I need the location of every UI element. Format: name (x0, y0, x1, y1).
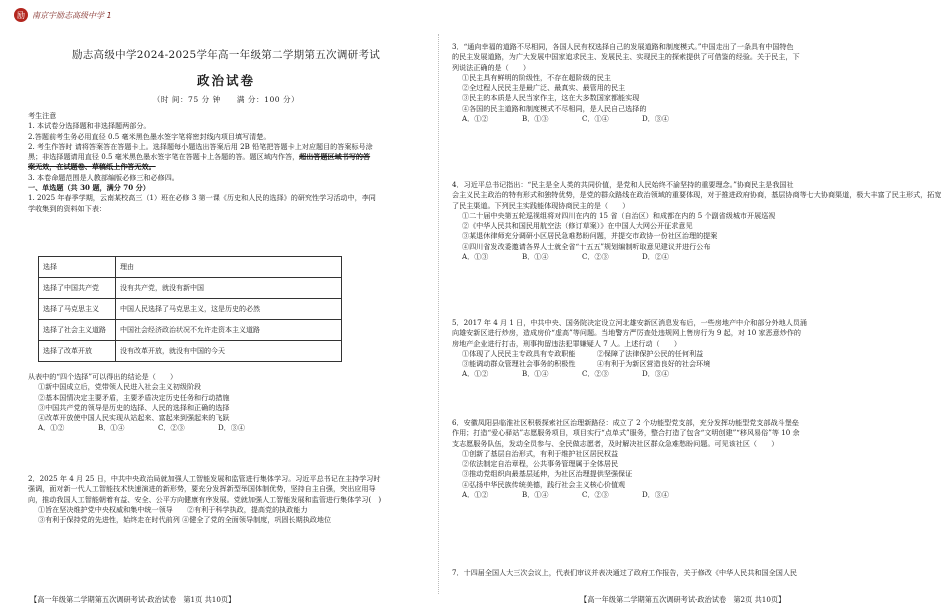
question-stem: 4．习近平总书记指出：“民主是全人类的共同价值，是党和人民始终不渝坚持的重要理念。”协商民主是我国社 (452, 180, 794, 189)
table-row (39, 299, 342, 320)
note-item: 2.答题前考生务必用直径 0.5 毫米黑色墨水签字笔将密封线内项目填写清楚。 (28, 131, 271, 141)
choice-b: B．①④ (98, 423, 125, 433)
q5-body (452, 318, 848, 380)
table-header: 理由 (116, 257, 342, 278)
question-stem: 5．2017 年 4 月 1 日，中共中央、国务院决定设立河北雄安新区消息发布后，一些房地产中介和部分外地人员涌 (452, 318, 807, 327)
table-row (39, 320, 342, 341)
choice-c: C．②③ (582, 251, 609, 261)
question-option: ①民主具有鲜明的阶级性，不存在超阶级的民主 (462, 72, 611, 82)
question-option: ④弘扬中华民族传统美德，践行社会主义核心价值观 (462, 479, 626, 489)
table-cell: 选择了改革开放 (39, 341, 116, 362)
right-page (452, 0, 941, 615)
notes-heading: 考生注意 (28, 111, 57, 120)
choice-a: A．①③ (462, 251, 489, 261)
question-stem: 向雄安新区进行炒房，造成房价“虚高”等问题。当地警方严厉查处违规网上售房行为 9 起，对 10 家恶意炒作的 (452, 328, 802, 338)
left-page (28, 0, 424, 615)
choice-d: D．③④ (218, 423, 245, 433)
table-cell: 选择了中国共产党 (39, 278, 116, 299)
q3-body (452, 42, 848, 124)
question-option: ④各国的民主道路和制度模式不尽相同，是人民自己选择的 (462, 103, 647, 113)
choice-b: B．①④ (522, 369, 549, 379)
q2-body (28, 474, 424, 525)
q1-table (38, 256, 342, 362)
exam-meta: （时 间：75 分 钟 满 分：100 分） (152, 95, 300, 104)
section-heading: 一、单选题（共 30 题，满分 70 分） (28, 182, 150, 192)
answer-choices (452, 252, 848, 262)
question-stem: 会主义民主政治的特有形式和独特优势，是党的群众路线在政治领域的重要体现，对于推进政府协商，基层协商等七大协商渠道，极大丰富了民主形式，拓宽 (452, 190, 941, 200)
question-stem: 房地产企业进行打击，刑事拘留违法犯罪嫌疑人 7 人。上述行动（ ） (452, 338, 681, 348)
question-option: ①创新了基层自治形式，有利于维护社区居民权益 (462, 448, 619, 458)
table-cell: 没有共产党，就没有新中国 (116, 278, 342, 299)
question-stem: 了民主渠道。下列民主实践能体现协商民主的是（ ） (452, 200, 630, 210)
table-row (39, 341, 342, 362)
question-option: ③有利于保持党的先进性，始终走在时代前列 ④健全了党的全面领导制度，巩固长期执政地位 (38, 515, 332, 525)
question-stem: 作用；打造“爱心驿站”志愿服务项目，项目实行“点单式”服务，整合打造了包含“文明创建”“移风易俗”等 10 余 (452, 428, 800, 438)
question-stem: 1. 2025 年春季学期，云南某校高三（1）班在必修 3 第一课《历史和人民的选择》的研究性学习活动中，李同 (28, 193, 376, 203)
choice-a: A．①② (38, 423, 65, 433)
question-option: ②全过程人民民主是最广泛、最真实、最管用的民主 (462, 83, 626, 93)
note-item (28, 162, 424, 172)
question-option: ①新中国成立后，党带领人民进入社会主义初级阶段 (38, 382, 202, 392)
question-stem: 7．十四届全国人大三次会议上，代表们审议并表决通过了政府工作报告，关于修改《中华人民共和国全国人民 (452, 568, 798, 577)
page-footer-left: 【高一年级第二学期第五次调研考试-政治试卷 第1页 共10页】 (30, 595, 236, 604)
table-cell: 选择了社会主义道路 (39, 320, 116, 341)
q4-body (452, 180, 941, 262)
note-struck-text: 超出答题区域书写的答 (299, 152, 371, 162)
note-text: 黑；非选择题请用直径 0.5 毫米黑色墨水签字笔在答题卡上各题的答。题区域内作答， (28, 152, 300, 162)
question-option: ③能调动群众管理社会事务的积极性 ④有利于为新区营造良好的社会环境 (462, 359, 711, 369)
table-cell: 没有改革开放，就没有中国的今天 (116, 341, 342, 362)
question-option: ③中国共产党的领导是历史的选择、人民的选择和正确的选择 (38, 402, 230, 412)
question-option: ④改革开放使中国人民实现从站起来、富起来到强起来的飞跃 (38, 413, 230, 423)
choice-b: B．①④ (522, 489, 549, 499)
answer-choices (452, 490, 848, 500)
table-row (39, 278, 342, 299)
question-stem: 从表中的“四个选择”可以得出的结论是（ ） (28, 372, 178, 381)
answer-choices (452, 114, 848, 124)
exam-notes (28, 111, 424, 214)
note-item (28, 152, 424, 162)
choice-c: C．②③ (582, 489, 609, 499)
question-option: ③推动党组织向最基层延伸，为社区治理提供坚强保证 (462, 469, 633, 479)
question-option: ③民主的本质是人民当家作主，这在大多数国家都能实现 (462, 93, 640, 103)
logo-text: 南京宇励志高级中学 1 (32, 10, 112, 20)
exam-title: 励志高级中学2024-2025学年高一年级第二学期第五次调研考试 (71, 49, 381, 61)
choice-c: C．②③ (582, 369, 609, 379)
choice-a: A．①② (462, 113, 489, 123)
choice-d: D．③④ (642, 489, 669, 499)
q7-body (452, 568, 848, 578)
q6-body (452, 418, 848, 500)
table-cell: 中国人民选择了马克思主义，这是历史的必然 (116, 299, 342, 320)
answer-choices (28, 423, 424, 433)
question-stem: 学收集到的资料如下表： (28, 203, 107, 213)
choice-d: D．②④ (642, 251, 669, 261)
note-struck-text: 案无效，在试题卷、草稿纸上作答无效。 (28, 162, 156, 172)
question-stem: 的民主发展道路，为广大发展中国家追求民主、发展民主、实现民主的探索提供了可借鉴的经验。关于民主，下 (452, 52, 800, 62)
question-stem: 强调，面对新一代人工智能技术快速演进的新形势，要充分发挥新型举国体制优势，坚持自主自强，突出应用导 (28, 484, 376, 494)
choice-c: C．①④ (582, 113, 609, 123)
table-header-row (39, 257, 342, 278)
question-stem: 2．2025 年 4 月 25 日，中共中央政治局就加强人工智能发展和监管进行集体学习。习近平总书记在主持学习时 (28, 474, 381, 483)
choice-d: D．③④ (642, 369, 669, 379)
question-stem: 支志愿服务队伍，发动全员参与、全民做志愿者，及时解决社区群众急难愁盼问题。可见该社区（ ） (452, 438, 779, 448)
question-option: ②依法制定自治章程，公共事务管理属于全体居民 (462, 459, 619, 469)
table-cell: 选择了马克思主义 (39, 299, 116, 320)
q1-body (28, 372, 424, 434)
question-option: ④四川省发改委邀请各界人士就全省“十五五”规划编制听取意见建议并进行公布 (462, 241, 711, 251)
table-header: 选择 (39, 257, 116, 278)
question-option: ①体现了人民民主专政具有专政职能 ②保障了法律保护公民的任何利益 (462, 348, 704, 358)
answer-choices (452, 369, 848, 379)
choice-b: B．①④ (522, 251, 549, 261)
question-option: ①二十届中央第五轮巡视组将对四川在内的 15 省（自治区）和成都在内的 5 个副省级城市开展巡视 (462, 210, 776, 220)
question-stem: 6．安徽凤阳县临淮社区积极探索社区治理新路径：成立了 2 个功能型党支部，充分发挥功能型党支部战斗堡垒 (452, 418, 799, 427)
table-cell: 中国社会经济政治状况不允许走资本主义道路 (116, 320, 342, 341)
choice-a: A．①② (462, 369, 489, 379)
choice-c: C．②③ (158, 423, 185, 433)
note-item: 3. 本卷命题范围是人教部编版必修三和必修四。 (28, 172, 179, 182)
question-option: ③某退休律师充分调研小区居民急难愁盼问题，并提交市政协一份社区治理的提案 (462, 231, 718, 241)
question-option: ②《中华人民共和国民用航空法（修订草案）》在中国人大网公开征求意见 (462, 221, 693, 231)
choice-d: D．③④ (642, 113, 669, 123)
question-stem: 3．“通向幸福的道路不尽相同，各国人民有权选择自己的发展道路和制度模式。”中国走出了一条具有中国特色 (452, 42, 794, 51)
page-divider (438, 34, 439, 594)
question-option: ②基本国情决定主要矛盾，主要矛盾决定历史任务和行动措施 (38, 392, 230, 402)
note-item: 1. 本试卷分选择题和非选择题两部分。 (28, 121, 151, 131)
question-option: ①旨在坚决维护党中央权威和集中统一领导 ②有利于科学执政，提高党的执政能力 (38, 504, 308, 514)
page-footer-right: 【高一年级第二学期第五次调研考试-政治试卷 第2页 共10页】 (580, 595, 786, 604)
question-stem: 向，推动我国人工智能朝着有益、安全、公平方向健康有序发展。党就加强人工智能发展和监管进行集体学习( ) (28, 494, 382, 504)
logo-badge: 励 (14, 8, 28, 22)
exam-subject: 政治试卷 (196, 73, 255, 88)
note-item: 2. 考生作答时 请将答案答在答题卡上。选择题每小题选出答案后用 2B 铅笔把答题卡上对应题目的答案标号涂 (28, 141, 373, 151)
choice-a: A．①② (462, 489, 489, 499)
question-stem: 列说法正确的是（ ） (452, 62, 531, 72)
choice-b: B．①③ (522, 113, 549, 123)
